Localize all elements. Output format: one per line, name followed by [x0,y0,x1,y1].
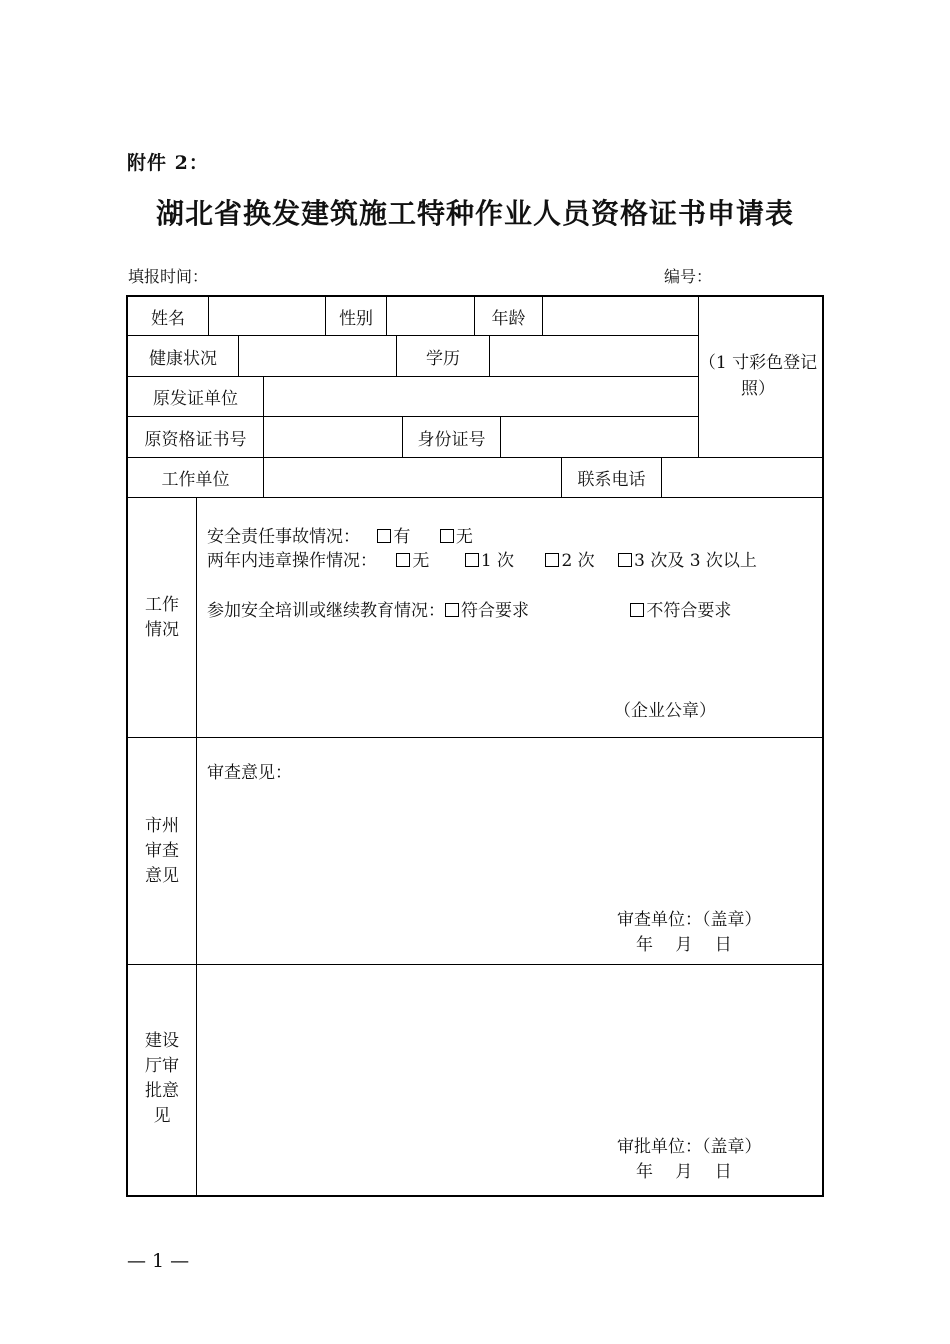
orig-issuer-label: 原发证单位 [153,389,238,409]
fill-time-label: 填报时间： [128,267,209,286]
orig-issuer-input[interactable] [264,377,698,416]
review-opinion-label: 审查意见： [207,763,292,783]
accident-label: 安全责任事故情况： [207,527,360,547]
violation-none-checkbox[interactable] [396,553,410,567]
violation-three-plus-checkbox[interactable] [618,553,632,567]
training-compliant-checkbox[interactable] [445,603,459,617]
accident-row [207,522,473,547]
approval-date-label: 年 月 日 [636,1162,732,1182]
review-date-label: 年 月 日 [636,935,732,955]
company-seal-note: （企业公章） [614,701,716,721]
health-label: 健康状况 [149,348,217,369]
review-unit-label: 审查单位：（盖章） [617,910,762,930]
training-noncompliant-label: 不符合要求 [646,601,732,621]
dept-approval-section-label: 建设厅审批意见 [145,1031,179,1126]
violation-twice-label: 2 次 [561,551,595,571]
attachment-label: 附件 2： [127,152,209,174]
name-label: 姓名 [151,308,185,329]
accident-yes-label: 有 [393,527,411,547]
application-form-table [126,295,824,1197]
name-input[interactable] [209,297,325,335]
photo-placeholder[interactable]: （1 寸彩色登记照） [698,353,818,399]
orig-cert-no-label: 原资格证书号 [144,429,247,450]
form-title: 湖北省换发建筑施工特种作业人员资格证书申请表 [155,197,794,230]
training-compliant-label: 符合要求 [461,601,529,621]
phone-label: 联系电话 [577,470,646,490]
employer-label: 工作单位 [161,470,230,490]
phone-input[interactable] [662,458,820,497]
gender-label: 性别 [339,308,373,329]
health-input[interactable] [239,336,396,376]
serial-number-label: 编号： [664,267,713,286]
violation-none-label: 无 [412,551,430,571]
education-label: 学历 [426,348,460,369]
age-label: 年龄 [491,308,526,329]
violation-label: 两年内违章操作情况： [207,551,377,571]
approval-unit-label: 审批单位：（盖章） [617,1137,762,1157]
violation-row [207,546,757,571]
training-label: 参加安全培训或继续教育情况： [207,601,445,621]
accident-no-label: 无 [455,527,473,547]
education-input[interactable] [490,336,698,376]
work-section-label: 工作情况 [145,594,179,640]
id-no-label: 身份证号 [417,429,486,450]
training-noncompliant-checkbox[interactable] [630,603,644,617]
id-no-input[interactable] [501,417,698,457]
violation-twice-checkbox[interactable] [545,553,559,567]
age-input[interactable] [543,297,698,335]
city-review-section-label: 市州审查意见 [145,815,179,886]
accident-yes-checkbox[interactable] [377,529,391,543]
accident-no-checkbox[interactable] [440,529,454,543]
employer-input[interactable] [264,458,561,497]
orig-cert-no-input[interactable] [264,417,402,457]
violation-three-plus-label: 3 次及 3 次以上 [634,551,757,571]
page-number: — 1 — [127,1250,190,1272]
gender-input[interactable] [387,297,474,335]
violation-once-checkbox[interactable] [465,553,479,567]
training-row [207,596,731,621]
violation-once-label: 1 次 [480,551,515,571]
